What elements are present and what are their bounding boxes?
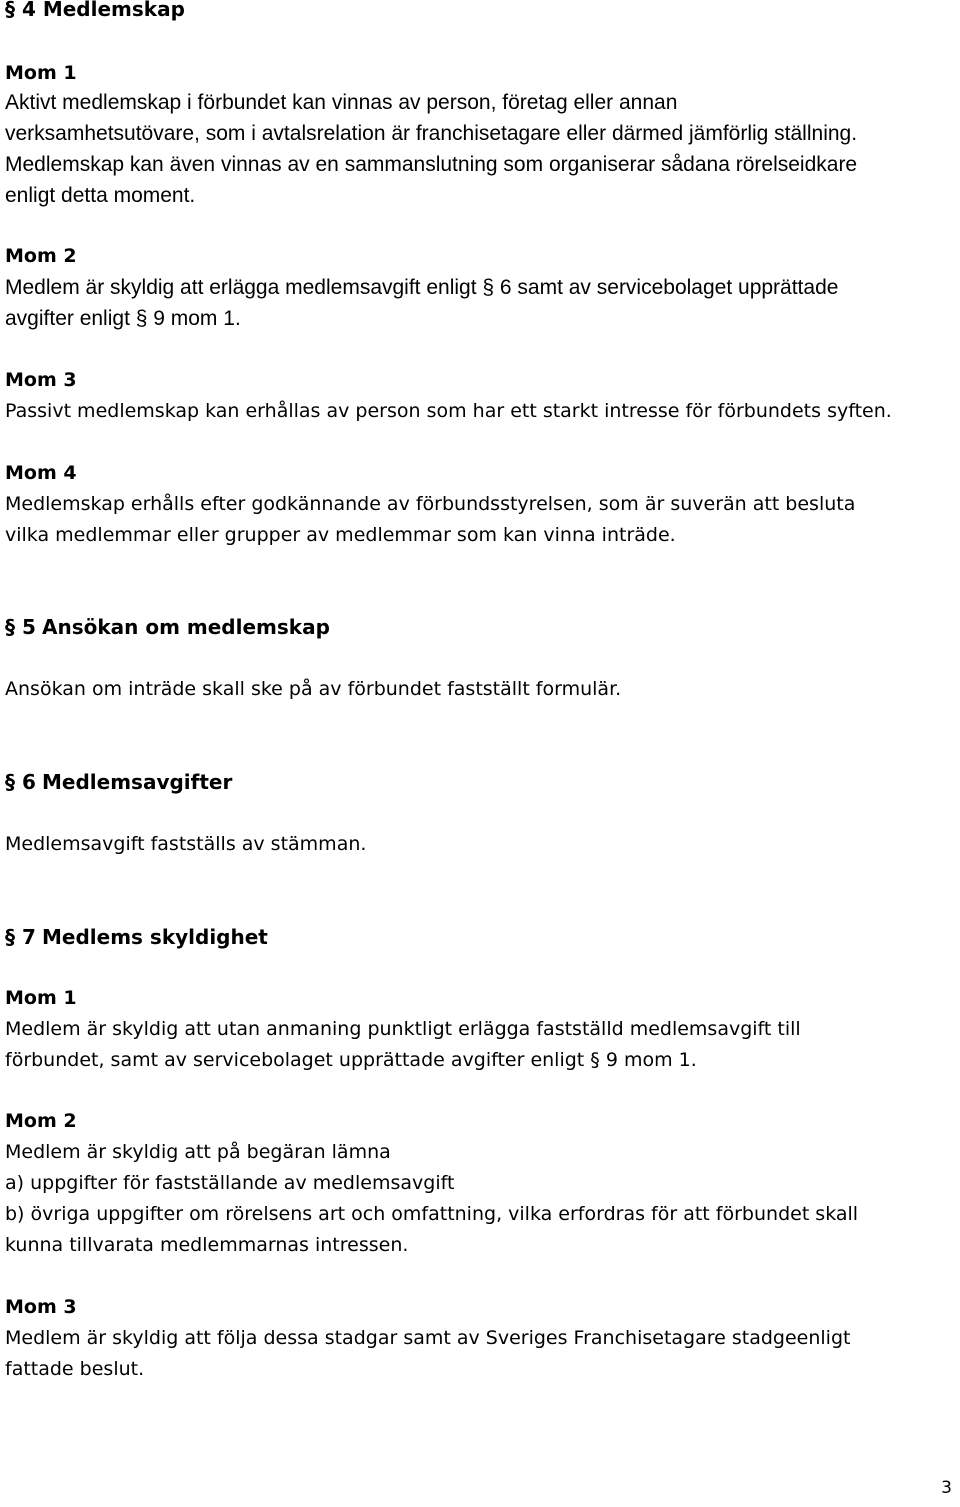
s7-mom1-line: förbundet, samt av servicebolaget upprättade avgifter enligt § 9 mom 1.: [5, 1049, 697, 1071]
s7-mom2-line: kunna tillvarata medlemmarnas intressen.: [5, 1234, 409, 1256]
s7-mom2-line: Medlem är skyldig att på begäran lämna: [5, 1141, 391, 1163]
s5-text: Ansökan om inträde skall ske på av förbundet fastställt formulär.: [5, 678, 622, 700]
section-number: § 6: [5, 770, 36, 794]
section-number: § 5: [5, 615, 36, 639]
s4-mom3-label: Mom 3: [5, 369, 77, 391]
s4-mom1-line: enligt detta moment.: [5, 184, 196, 207]
section-6-heading: [5, 770, 232, 794]
s4-mom3-line: Passivt medlemskap kan erhållas av person som har ett starkt intresse för förbundets syften.: [5, 400, 892, 422]
s4-mom2-label: Mom 2: [5, 245, 77, 267]
s4-mom4-label: Mom 4: [5, 462, 77, 484]
s4-mom1-line: Aktivt medlemskap i förbundet kan vinnas av person, företag eller annan: [5, 91, 678, 114]
s6-text: Medlemsavgift fastställs av stämman.: [5, 833, 367, 855]
s7-mom1-label: Mom 1: [5, 987, 77, 1009]
s4-mom2-line: avgifter enligt § 9 mom 1.: [5, 307, 241, 330]
section-4-heading: § 4 Medlemskap: [5, 0, 185, 21]
section-title: Medlems skyldighet: [42, 925, 268, 949]
s7-mom3-line: fattade beslut.: [5, 1358, 145, 1380]
section-5-heading: [5, 615, 330, 639]
s7-mom2-label: Mom 2: [5, 1110, 77, 1132]
section-title: Ansökan om medlemskap: [42, 615, 330, 639]
section-number: § 7: [5, 925, 36, 949]
page-number: 3: [941, 1478, 952, 1498]
s4-mom2-line: Medlem är skyldig att erlägga medlemsavgift enligt § 6 samt av servicebolaget upprättade: [5, 276, 839, 299]
s7-mom1-line: Medlem är skyldig att utan anmaning punktligt erlägga fastställd medlemsavgift till: [5, 1018, 801, 1040]
s7-mom2-line: b) övriga uppgifter om rörelsens art och omfattning, vilka erfordras för att förbundet skall: [5, 1203, 859, 1225]
s4-mom4-line: Medlemskap erhålls efter godkännande av förbundsstyrelsen, som är suverän att besluta: [5, 493, 856, 515]
s7-mom3-line: Medlem är skyldig att följa dessa stadgar samt av Sveriges Franchisetagare stadgeenligt: [5, 1327, 851, 1349]
s4-mom1-label: Mom 1: [5, 62, 77, 84]
s7-mom2-line: a) uppgifter för fastställande av medlemsavgift: [5, 1172, 455, 1194]
s7-mom3-label: Mom 3: [5, 1296, 77, 1318]
s4-mom1-line: verksamhetsutövare, som i avtalsrelation är franchisetagare eller därmed jämförlig ställning.: [5, 122, 858, 145]
section-7-heading: [5, 925, 268, 949]
section-title: Medlemsavgifter: [42, 770, 233, 794]
s4-mom1-line: Medlemskap kan även vinnas av en sammanslutning som organiserar sådana rörelseidkare: [5, 153, 858, 176]
s4-mom4-line: vilka medlemmar eller grupper av medlemmar som kan vinna inträde.: [5, 524, 676, 546]
